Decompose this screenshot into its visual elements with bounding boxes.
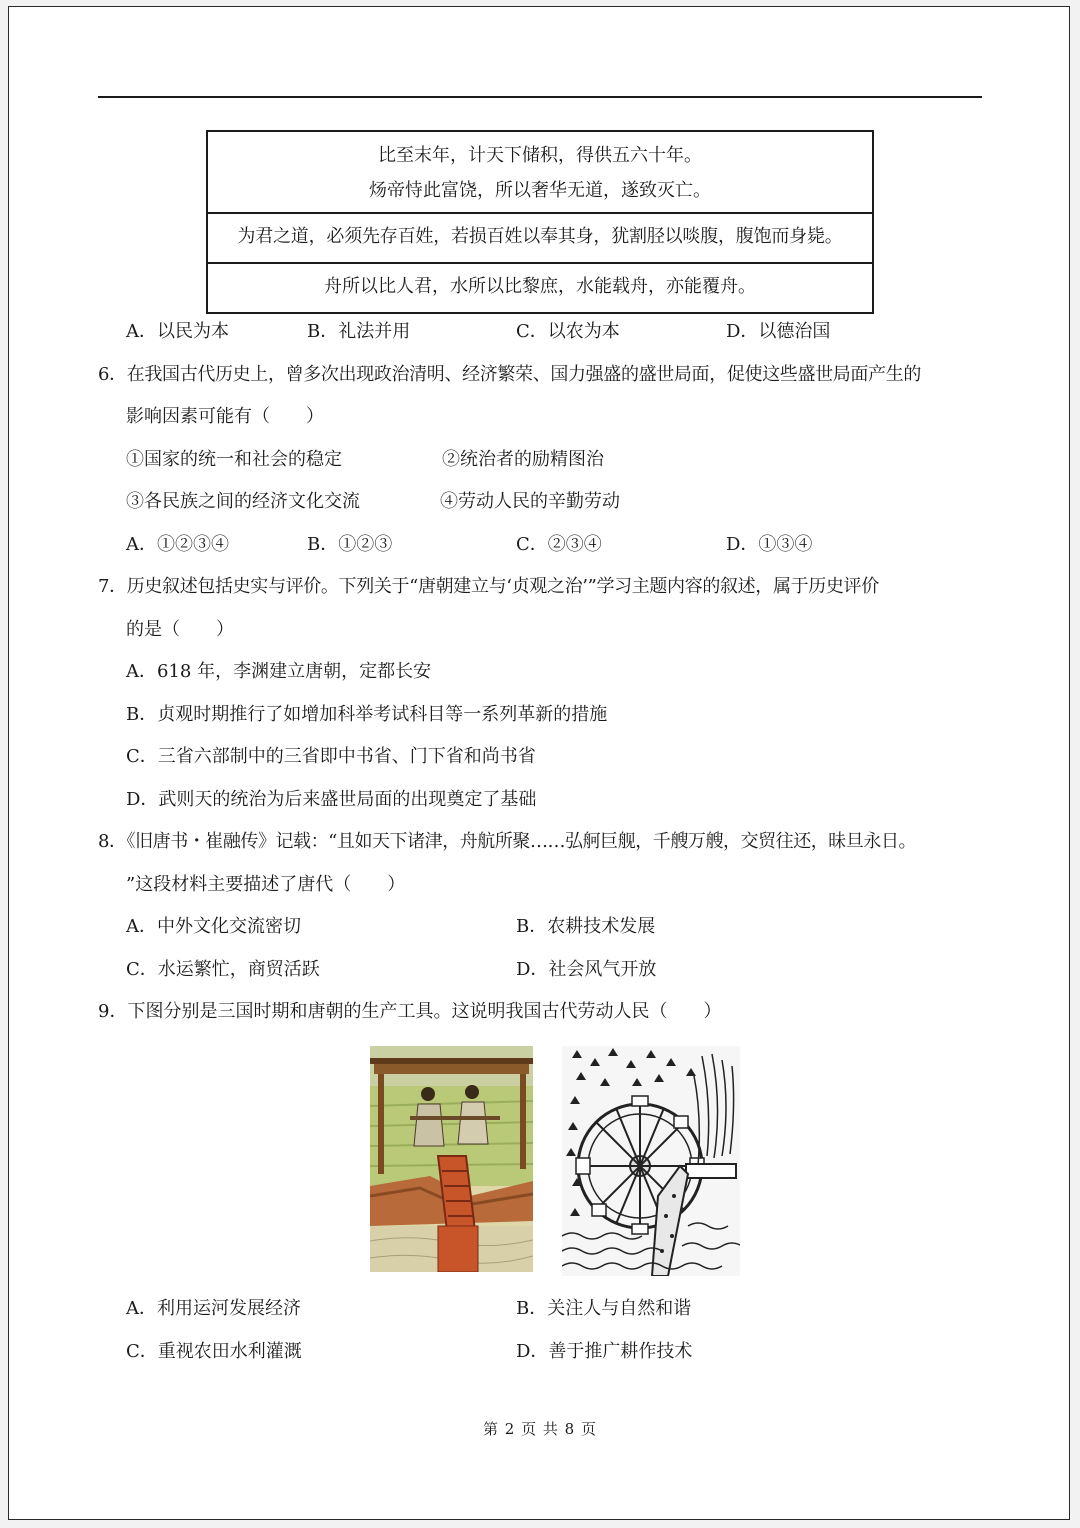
chain-pump-illustration	[370, 1046, 533, 1272]
q7-stem-line-2: 的是（ ）	[126, 619, 234, 640]
q8-option-c: C．水运繁忙，商贸活跃	[126, 959, 320, 980]
q5-option-d: D．以德治国	[726, 321, 831, 342]
q7-stem-line-1: 7．历史叙述包括史实与评价。下列关于“唐朝建立与‘贞观之治’”学习主题内容的叙述，属于历史评价	[98, 576, 879, 597]
q5-option-c: C．以农为本	[516, 321, 620, 342]
q8-option-d: D．社会风气开放	[516, 959, 657, 980]
q6-option-d: D．①③④	[726, 534, 813, 555]
q6-item-2: ②统治者的励精图治	[442, 449, 604, 470]
quote-table	[206, 130, 874, 314]
q8-stem-line-1: 8．《旧唐书・崔融传》记载：“且如天下诸津，舟航所聚……弘舸巨舰，千艘万艘，交贸往还，昧旦永日。	[98, 831, 917, 852]
q9-option-a: A．利用运河发展经济	[126, 1298, 301, 1319]
quote-row-3: 舟所以比人君，水所以比黎庶，水能载舟，亦能覆舟。	[324, 276, 756, 297]
q9-option-d: D．善于推广耕作技术	[516, 1341, 693, 1362]
q5-option-b: B．礼法并用	[307, 321, 411, 342]
q7-option-c: C．三省六部制中的三省即中书省、门下省和尚书省	[126, 746, 536, 767]
q6-stem-line-1: 6．在我国古代历史上，曾多次出现政治清明、经济繁荣、国力强盛的盛世局面，促使这些盛世局面产生的	[98, 364, 921, 385]
q6-item-1: ①国家的统一和社会的稳定	[126, 449, 342, 470]
q7-option-d: D．武则天的统治为后来盛世局面的出现奠定了基础	[126, 789, 537, 810]
q6-item-3: ③各民族之间的经济文化交流	[126, 491, 360, 512]
quote-row-1-line-1: 比至末年，计天下储积，得供五六十年。	[378, 145, 702, 166]
waterwheel-illustration	[562, 1046, 740, 1276]
q9-option-b: B．关注人与自然和谐	[516, 1298, 692, 1319]
q8-option-b: B．农耕技术发展	[516, 916, 656, 937]
quote-row-1-line-2: 炀帝恃此富饶，所以奢华无道，遂致灭亡。	[369, 180, 711, 201]
header-rule	[98, 96, 982, 98]
quote-row-1	[208, 132, 872, 214]
q7-option-a: A．618 年，李渊建立唐朝，定都长安	[126, 661, 432, 682]
q9-option-c: C．重视农田水利灌溉	[126, 1341, 302, 1362]
q6-option-a: A．①②③④	[126, 534, 229, 555]
q8-option-a: A．中外文化交流密切	[126, 916, 301, 937]
q6-stem-line-2: 影响因素可能有（ ）	[126, 406, 324, 427]
quote-row-2: 为君之道，必须先存百姓，若损百姓以奉其身，犹割胫以啖腹，腹饱而身毙。	[208, 214, 872, 264]
q8-stem-line-2: ”这段材料主要描述了唐代（ ）	[126, 874, 406, 895]
q6-option-b: B．①②③	[307, 534, 393, 555]
page-footer: 第 2 页 共 8 页	[483, 1420, 597, 1438]
q6-option-c: C．②③④	[516, 534, 602, 555]
q5-option-a: A．以民为本	[126, 321, 229, 342]
q6-item-4: ④劳动人民的辛勤劳动	[440, 491, 620, 512]
q9-stem: 9．下图分别是三国时期和唐朝的生产工具。这说明我国古代劳动人民（ ）	[98, 1001, 722, 1022]
q7-option-b: B．贞观时期推行了如增加科举考试科目等一系列革新的措施	[126, 704, 608, 725]
